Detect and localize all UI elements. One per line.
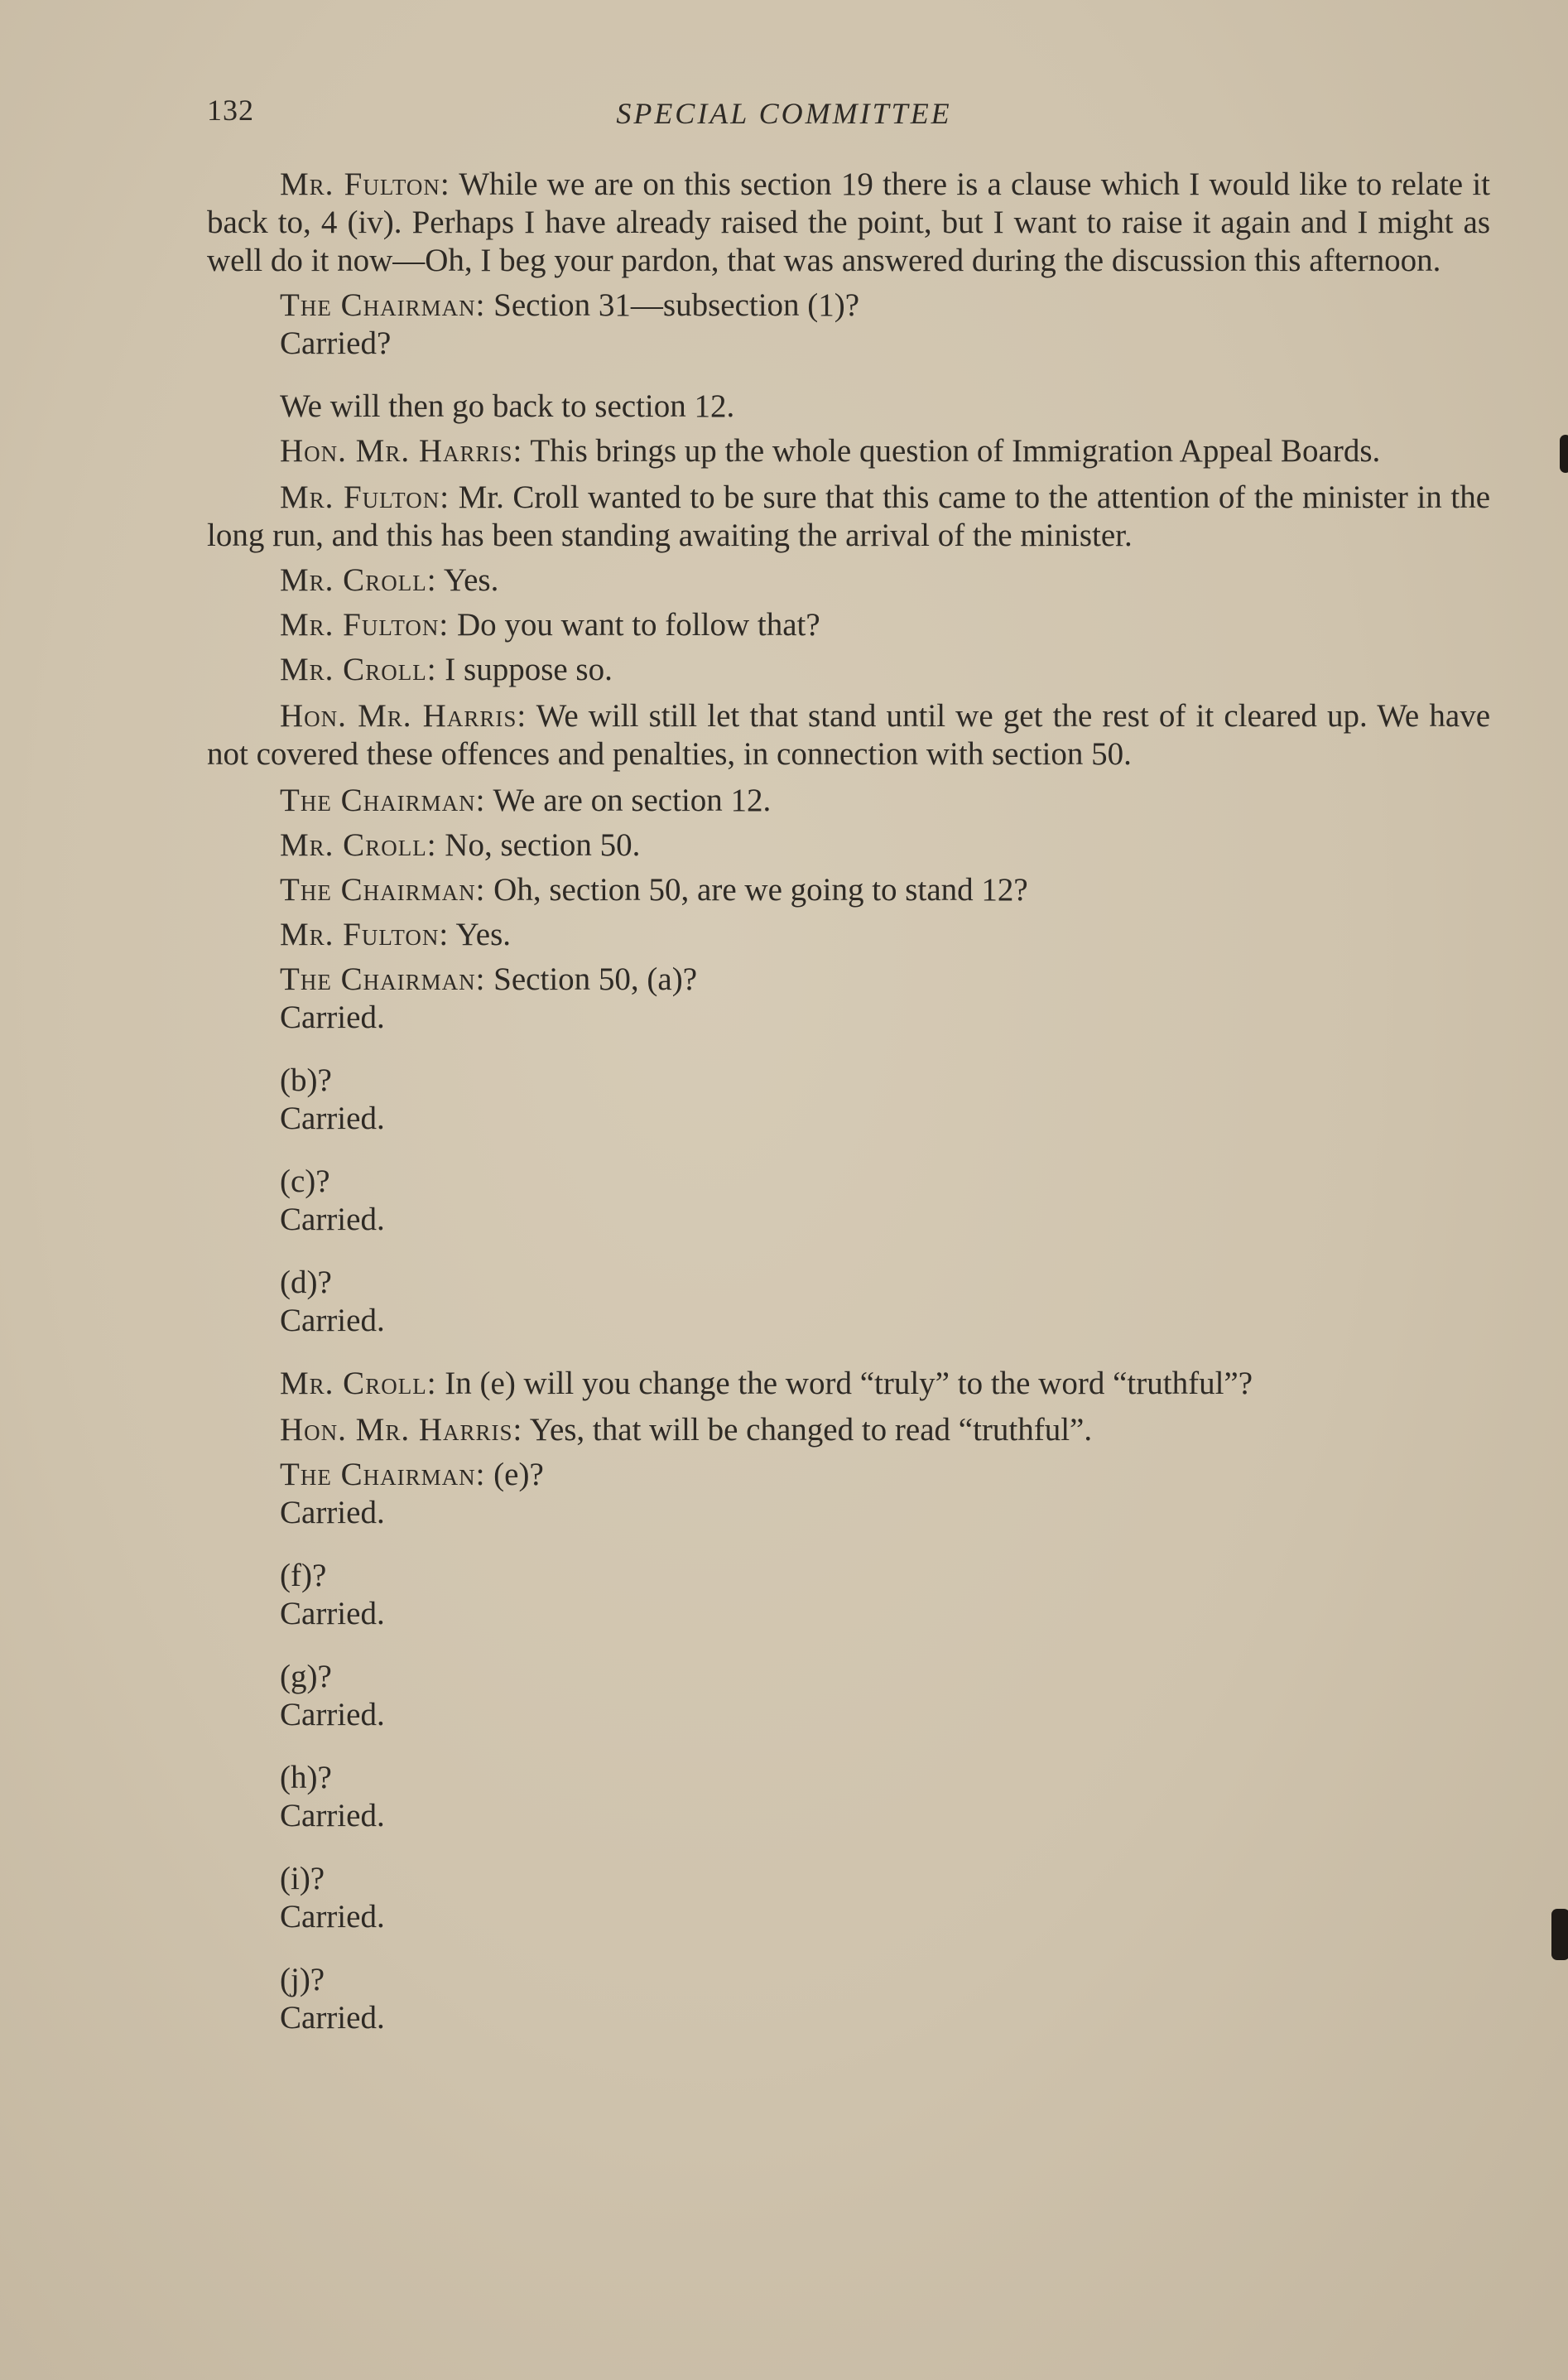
speech-text: Yes. xyxy=(443,562,499,598)
speech-paragraph xyxy=(207,826,1490,865)
speech-paragraph xyxy=(207,561,1490,600)
speaker: The Chairman: xyxy=(280,961,486,997)
speech-text: This brings up the whole question of Immigration Appeal Boards. xyxy=(530,433,1381,469)
speech-paragraph xyxy=(207,871,1490,909)
running-title: SPECIAL COMMITTEE xyxy=(616,97,952,130)
text-line: We will then go back to section 12. xyxy=(280,388,735,424)
speech-paragraph xyxy=(207,479,1490,555)
speech-paragraph xyxy=(207,782,1490,820)
speaker: Mr. Fulton: xyxy=(280,607,450,643)
speech-text: Section 50, (a)? xyxy=(493,961,697,997)
page-body xyxy=(207,166,1490,2037)
text-line: Carried. xyxy=(280,1899,385,1934)
text-line: Carried. xyxy=(280,1495,385,1530)
speaker: Mr. Fulton: xyxy=(280,479,450,515)
speech-paragraph xyxy=(207,1456,1490,1494)
text-line: (h)? xyxy=(280,1760,332,1795)
text-line: (c)? xyxy=(280,1164,330,1199)
speaker: Mr. Croll: xyxy=(280,562,437,598)
text-line: (d)? xyxy=(280,1265,332,1300)
speech-text: Yes, that will be changed to read “truthful”. xyxy=(529,1412,1093,1448)
speech-text: Mr. Croll wanted to be sure that this came to the attention of the minister in the long run, and this has been standing awaiting the arrival of the minister. xyxy=(207,479,1490,553)
speech-text: Yes. xyxy=(455,917,512,952)
speaker: Mr. Fulton: xyxy=(280,166,450,202)
text-line: (g)? xyxy=(280,1659,332,1694)
speech-text: While we are on this section 19 there is a clause which I would like to relate it back to, 4 (iv). Perhaps I have already raised the point, but I want to raise it again and I might as well do it now—Oh, I beg your pardon, that was answered during the discussion this afternoon. xyxy=(207,166,1490,278)
speech-text: We will still let that stand until we get the rest of it cleared up. We have not covered these offences and penalties, in connection with section 50. xyxy=(207,698,1491,772)
speech-paragraph xyxy=(207,166,1490,280)
speech-paragraph xyxy=(207,697,1490,773)
speaker: The Chairman: xyxy=(280,872,486,908)
speaker: The Chairman: xyxy=(280,287,486,323)
speaker: Mr. Fulton: xyxy=(280,917,450,952)
speech-text: We are on section 12. xyxy=(493,783,772,818)
text-line: Carried? xyxy=(280,325,392,361)
text-line: (f)? xyxy=(280,1558,327,1593)
text-line: Carried. xyxy=(280,1697,385,1732)
speaker: The Chairman: xyxy=(280,1457,486,1492)
speech-text: No, section 50. xyxy=(445,827,641,863)
speaker: Mr. Croll: xyxy=(280,827,437,863)
text-line: Carried. xyxy=(280,1798,385,1833)
speaker: The Chairman: xyxy=(280,783,486,818)
speech-text: Oh, section 50, are we going to stand 12? xyxy=(493,872,1028,908)
speech-text: Section 31—subsection (1)? xyxy=(493,287,860,323)
speech-paragraph xyxy=(207,961,1490,999)
speech-paragraph xyxy=(207,651,1490,689)
speech-paragraph xyxy=(207,1365,1490,1403)
speech-paragraph xyxy=(207,287,1490,325)
text-line: Carried. xyxy=(280,1596,385,1631)
text-line: (j)? xyxy=(280,1962,325,1997)
speaker: Hon. Mr. Harris: xyxy=(280,433,523,469)
binding-hole xyxy=(1560,435,1568,473)
text-line: Carried. xyxy=(280,1303,385,1338)
text-line: (b)? xyxy=(280,1062,332,1098)
speech-text: Do you want to follow that? xyxy=(456,607,820,643)
speech-text: In (e) will you change the word “truly” to the word “truthful”? xyxy=(445,1366,1253,1401)
speech-paragraph xyxy=(207,1411,1490,1449)
speech-paragraph xyxy=(207,432,1490,470)
page-number: 132 xyxy=(207,94,254,127)
speaker: Hon. Mr. Harris: xyxy=(280,1412,523,1448)
speaker: Mr. Croll: xyxy=(280,652,437,687)
speech-paragraph xyxy=(207,916,1490,954)
speaker: Mr. Croll: xyxy=(280,1366,437,1401)
text-line: (i)? xyxy=(280,1861,325,1896)
text-line: Carried. xyxy=(280,2000,385,2036)
speech-paragraph xyxy=(207,606,1490,644)
binding-hole xyxy=(1551,1909,1568,1960)
text-line: Carried. xyxy=(280,1000,385,1035)
text-line: Carried. xyxy=(280,1101,385,1136)
speaker: Hon. Mr. Harris: xyxy=(280,698,527,734)
speech-text: (e)? xyxy=(493,1457,544,1492)
speech-text: I suppose so. xyxy=(445,652,613,687)
text-line: Carried. xyxy=(280,1202,385,1237)
